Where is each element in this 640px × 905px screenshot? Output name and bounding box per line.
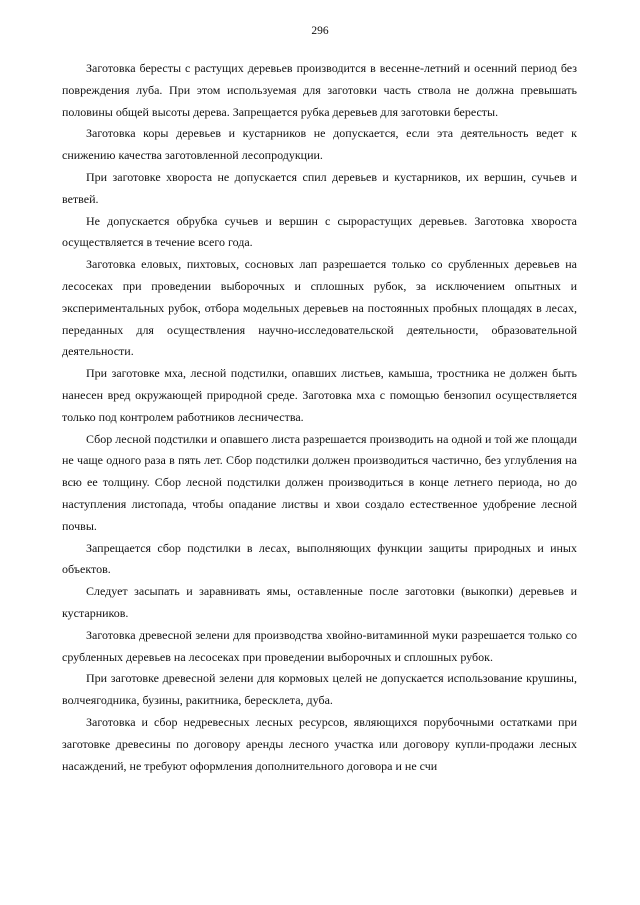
paragraph-branches: Не допускается обрубка сучьев и вершин с сырорастущих деревьев. Заготовка хвороста осуществляется в течение всего года. — [62, 213, 577, 250]
paragraph-birch-bark: Заготовка бересты с растущих деревьев производится в весенне-летний и осенний период без повреждения луба. При этом используемая для заготовки часть ствола не должна превышать половины общей высоты дерева. Запрещается рубка деревьев для заготовки бересты. — [62, 61, 577, 119]
paragraph-moss: При заготовке мха, лесной подстилки, опавших листьев, камыша, тростника не должен быть нанесен вред окружающей природной среде. Заготовка мха с помощью бензопил осуществляется только под контролем работников лесничества. — [62, 366, 577, 424]
page-number: 296 — [311, 25, 329, 37]
paragraph-forest-litter: Сбор лесной подстилки и опавшего листа разрешается производить на одной и той же площади не чаще одного раза в пять лет. Сбор подстилки должен производиться частично, без углубления на всю ее толщину. Сбор лесной подстилки должен производиться в конце летнего периода, но до наступления листопада, чтобы опадание листвы и хвои создало естественное удобрение лесной почвы. — [62, 431, 577, 533]
paragraph-conifer-boughs: Заготовка еловых, пихтовых, сосновых лап разрешается только со срубленных деревьев на лесосеках при проведении выборочных и сплошных рубок, за исключением опытных и экспериментальных рубок, отбора модельных деревьев на постоянных пробных площадях в лесах, переданных для осуществления научно-исследовательской деятельности, образовательной деятельности. — [62, 257, 577, 359]
paragraph-bark: Заготовка коры деревьев и кустарников не допускается, если эта деятельность ведет к снижению качества заготовленной лесопродукции. — [62, 126, 577, 163]
paragraph-brushwood: При заготовке хвороста не допускается спил деревьев и кустарников, их вершин, сучьев и ветвей. — [62, 169, 577, 206]
paragraph-residues: Заготовка и сбор недревесных лесных ресурсов, являющихся порубочными остатками при заготовке древесины по договору аренды лесного участка или договору купли-продажи лесных насаждений, не требуют оформления дополнительного договора и не счи — [62, 714, 577, 773]
paragraph-greenery-flour: Заготовка древесной зелени для производства хвойно-витаминной муки разрешается только со срубленных деревьев на лесосеках при проведении выборочных и сплошных рубок. — [62, 627, 577, 664]
paragraph-pits: Следует засыпать и заравнивать ямы, оставленные после заготовки (выкопки) деревьев и кустарников. — [62, 584, 577, 620]
body-text — [62, 58, 577, 777]
paragraph-litter-ban: Запрещается сбор подстилки в лесах, выполняющих функции защиты природных и иных объектов. — [62, 540, 577, 577]
paragraph-greenery-fodder: При заготовке древесной зелени для кормовых целей не допускается использование крушины, волчеягодника, бузины, ракитника, бересклета, дуба. — [62, 671, 577, 708]
